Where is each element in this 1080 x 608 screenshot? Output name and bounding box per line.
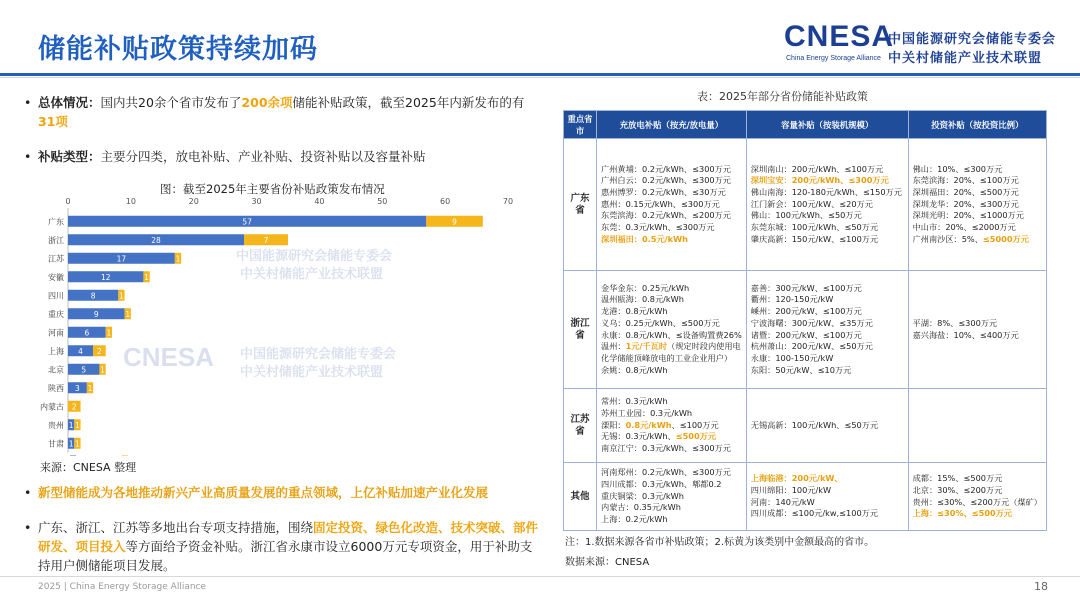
legend-swatch [122, 456, 128, 457]
logo-wordmark: CNESA [784, 20, 895, 53]
bar-value-label: 1 [119, 291, 124, 301]
bar-value-label: 2 [97, 346, 102, 356]
page-number: 18 [1034, 580, 1048, 593]
charge-cell [597, 389, 747, 463]
bar-value-label: 1 [144, 272, 149, 282]
regional-text-2: 等方面给予资金补贴。浙江省永康市设立6000万元专项资金，用于补助支持用户侧储能项目发展。 [38, 539, 533, 573]
logo-subtitle: China Energy Storage Alliance [786, 55, 881, 62]
bar-value-label: 1 [175, 254, 181, 264]
bar-value-label: 1 [75, 439, 80, 449]
x-tick-label: 30 [251, 197, 262, 206]
table-source: 数据来源：CNESA [565, 557, 650, 568]
chart-source: 来源：CNESA 整理 [40, 461, 137, 474]
bar-value-label: 1 [75, 420, 80, 430]
province-cell: 浙江省 [564, 271, 597, 389]
subsidy-types-text: 主要分四类，放电补贴、产业补贴、投资补贴以及容量补贴 [100, 149, 426, 164]
policy-line: 常州：0.3元/kWh [601, 396, 668, 407]
category-label: 重庆 [48, 309, 64, 319]
subsidy-policy-table [563, 110, 1047, 531]
header-province: 重点省市 [564, 111, 597, 139]
bar-value-label: 28 [151, 235, 161, 245]
policy-line: 中山市：20%、≤2000万元 [912, 222, 1016, 233]
policy-text: 广州南沙区：5%、 [912, 233, 983, 244]
bar-value-label: 5 [81, 365, 87, 375]
policy-line: 佛山：100元/kWh、≤50万元 [750, 210, 862, 221]
regional-highlight: 固定投资、绿色化改造、技术突破、部件研发、项目投入 [38, 520, 539, 554]
bar-value-label: 12 [100, 272, 111, 282]
bullet-overview [24, 93, 538, 131]
policy-line [601, 431, 742, 443]
bar-value-label: 57 [242, 217, 252, 227]
category-label: 浙江 [48, 235, 64, 245]
bar-value-label: 1 [106, 328, 112, 338]
bar-value-label: 1 [87, 383, 93, 393]
footer-divider [0, 576, 1080, 577]
regional-text: 广东、浙江、江苏等多地出台专项支持措施，围绕 [38, 520, 314, 535]
policy-line: 四川成都：0.3元/kWh、郫都0.2 [601, 478, 722, 489]
header-charge: 充放电补贴（按充/放电量） [597, 111, 747, 139]
policy-line: 惠州博罗：0.2元/kWh、≤30万元 [601, 186, 726, 197]
bullet-dot: • [24, 520, 32, 535]
policy-line: 平湖：8%、≤300万元 [912, 317, 998, 328]
x-tick-label: 0 [65, 197, 71, 206]
bar-value-label: 1 [68, 439, 74, 449]
policy-line: 河南：140元/kW [750, 496, 815, 507]
policy-line [913, 234, 1042, 246]
policy-line: 北京：30%、≤200万元 [912, 484, 1003, 495]
policy-line: 河南郑州：0.2元/kWh、≤300万元 [601, 467, 731, 478]
category-label: 河南 [48, 328, 64, 338]
bar-value-label: 3 [75, 383, 80, 393]
policy-line-highlight: 深圳宝安：200元/kWh、≤300万元 [750, 175, 889, 186]
bar-value-label: 9 [452, 217, 457, 227]
policy-line: 余姚：0.8元/kWh [601, 364, 668, 375]
policy-line: 东阳：50元/kW、≤10万元 [750, 364, 852, 375]
bullet-dot: • [24, 485, 32, 500]
category-label: 陕西 [48, 383, 64, 393]
policy-line-highlight: 上海临港：200元/kW、 [750, 473, 843, 484]
policy-line: 义乌：0.25元/kWh、≤500万元 [601, 317, 720, 328]
bar-value-label: 1 [125, 309, 131, 319]
x-tick-label: 60 [440, 197, 451, 206]
bullet-dot: • [24, 95, 32, 110]
bar-value-label: 2 [71, 402, 77, 412]
policy-text: 无锡：0.3元/kWh、 [601, 431, 676, 442]
policy-line: 广州白云：0.2元/kWh、≤300万元 [601, 175, 731, 186]
investment-cell [908, 389, 1046, 463]
policy-line: 佛山南海：120-180元/kWh、≤150万元 [750, 186, 902, 197]
policy-line: 诸暨：200元/kW、≤100万元 [750, 329, 862, 340]
province-cell: 广东省 [564, 139, 597, 271]
policy-line: 江门新会：100元/kW、≤20万元 [750, 198, 873, 209]
table-row-zhejiang [564, 271, 1047, 389]
bullet-regional-measures [24, 518, 543, 575]
bar-value-label: 1 [68, 420, 74, 430]
bar-value-label: 9 [93, 309, 99, 319]
policy-line: 深圳光明：20%、≤1000万元 [912, 210, 1024, 221]
overview-text-2: 储能补贴政策，截至2025年内新发布的有 [292, 95, 525, 110]
policy-line: 深圳福田：20%、≤500万元 [912, 186, 1019, 197]
policy-text: 溧阳： [601, 419, 626, 430]
policy-highlight: 1元/千瓦时 [625, 341, 668, 352]
watermark-cn2: 中关村储能产业技术联盟 [240, 365, 384, 380]
policy-highlight: ≤5000万元 [982, 233, 1029, 244]
policy-line: 内蒙古：0.35元/kWh [601, 502, 681, 513]
category-label: 安徽 [48, 272, 64, 282]
policy-line [601, 341, 742, 364]
policy-line: 佛山：10%、≤300万元 [912, 163, 1003, 174]
x-tick-label: 50 [377, 197, 388, 206]
bar-value-label: 7 [263, 235, 269, 245]
watermark-cn2-b: 中关村储能产业技术联盟 [240, 267, 384, 282]
policy-line: 嵊州：200元/kW、≤100万元 [750, 306, 862, 317]
table-caption: 表：2025年部分省份储能补贴政策 [697, 90, 868, 103]
policy-text: 温州： [601, 341, 626, 352]
policy-line: 肇庆高新：150元/kW、≤100万元 [750, 233, 879, 244]
policy-line: 四川绵阳：100元/kW [750, 484, 832, 495]
policy-line: 金华金东：0.25元/kWh [601, 282, 690, 293]
policy-line: 东莞：0.3元/kWh、≤300万元 [601, 222, 715, 233]
policy-line: 温州瓯海：0.8元/kWh [601, 294, 684, 305]
x-tick-label: 70 [502, 197, 514, 206]
policy-line: 东莞东城：100元/kWh、≤50万元 [750, 222, 879, 233]
policy-line: 衢州：120-150元/kW [750, 294, 834, 305]
emerging-industry-text: 新型储能成为各地推动新兴产业高质量发展的重点领域，上亿补贴加速产业化发展 [38, 485, 489, 500]
watermark-cn1: 中国能源研究会储能专委会 [240, 347, 397, 362]
policy-line: 苏州工业园：0.3元/kWh [601, 407, 693, 418]
policy-line: 嘉善：300元/kW、≤100万元 [750, 282, 862, 293]
category-label: 四川 [48, 291, 64, 301]
investment-cell [908, 139, 1046, 271]
policy-line: 龙港：0.8元/kWh [601, 306, 668, 317]
footer-text: 2025 | China Energy Storage Alliance [38, 582, 207, 592]
overview-highlight-count: 200余项 [241, 95, 293, 110]
bar-value-label: 17 [116, 254, 127, 264]
bullet-dot: • [24, 149, 32, 164]
policy-line: 南京江宁：0.3元/kWh、≤300万元 [601, 443, 731, 454]
watermark-logo: CNESA [123, 342, 215, 372]
bar-value-label: 6 [84, 328, 90, 338]
table-row-jiangsu [564, 389, 1047, 463]
policy-line: 惠州：0.15元/kWh、≤300万元 [601, 198, 720, 209]
header-investment: 投资补贴（按投资比例） [908, 111, 1046, 139]
policy-line: 上海：0.2元/kWh [601, 514, 668, 525]
legend-label [131, 455, 174, 457]
investment-cell [908, 271, 1046, 389]
legend-swatch [70, 456, 76, 457]
policy-line: 宁波海曙：300元/kW、≤35万元 [750, 317, 873, 328]
charge-cell [597, 271, 747, 389]
x-tick-label: 40 [314, 197, 325, 206]
bullet-subsidy-types [24, 147, 538, 166]
capacity-cell [746, 463, 908, 531]
table-header-row [564, 111, 1047, 139]
legend-label [79, 455, 122, 457]
policy-line: 嘉兴海盐：10%、≤400万元 [912, 329, 1019, 340]
category-label: 贵州 [48, 420, 64, 430]
policy-line: 深圳龙华：20%、≤300万元 [912, 198, 1019, 209]
page-title: 储能补贴政策持续加码 [38, 34, 318, 65]
bar-value-label: 8 [90, 291, 96, 301]
header-divider [0, 73, 1080, 76]
policy-line: 永康：100-150元/kW [750, 352, 834, 363]
policy-line: 四川成都：≤100元/kw,≤100万元 [750, 508, 879, 519]
policy-line-highlight: 上海：≤30%、≤500万元 [912, 508, 1013, 519]
bullet-emerging-industry [24, 483, 538, 502]
policy-highlight: ≤500万元 [675, 431, 717, 442]
province-cell: 江苏省 [564, 389, 597, 463]
capacity-cell [746, 139, 908, 271]
logo-cn-line2: 中关村储能产业技术联盟 [888, 51, 1043, 66]
overview-highlight-new: 31项 [38, 114, 68, 129]
policy-highlight: 0.8元/kWh [625, 419, 672, 430]
cnesa-logo [784, 18, 1064, 68]
bar-value-label: 4 [78, 346, 83, 356]
table-row-guangdong [564, 139, 1047, 271]
category-label: 上海 [48, 346, 64, 356]
policy-text: 、≤100万元 [671, 419, 719, 430]
policy-line: 贵州：≤30%、≤200万元（煤矿） [912, 496, 1042, 507]
category-label: 江苏 [48, 254, 64, 264]
logo-cn-line1: 中国能源研究会储能专委会 [888, 32, 1057, 47]
policy-line: 无锡高新：100元/kWh、≤50万元 [750, 419, 879, 430]
header-capacity: 容量补贴（按装机规模） [746, 111, 908, 139]
policy-line: 东莞滨海：20%、≤100万元 [912, 175, 1019, 186]
x-tick-label: 20 [188, 197, 199, 206]
policy-line: 永康：0.8元/kWh、≤设备购置费26% [601, 329, 742, 340]
overview-text: 国内共20余个省市发布了 [100, 95, 242, 110]
policy-line [601, 420, 742, 432]
table-row-others [564, 463, 1047, 531]
header-divider-thin [0, 77, 1080, 78]
category-label: 广东 [48, 217, 64, 227]
policy-text: （规定时段内使用电化学储能顶峰放电的工业企业用户） [601, 341, 741, 363]
policy-line: 东莞滨海：0.2元/kWh、≤200万元 [601, 210, 731, 221]
capacity-cell [746, 389, 908, 463]
policy-line: 成都：15%、≤500万元 [912, 473, 1003, 484]
policy-line: 深圳南山：200元/kWh、≤100万元 [750, 163, 884, 174]
charge-cell [597, 463, 747, 531]
policy-line: 重庆铜梁：0.3元/kWh [601, 490, 684, 501]
category-label: 北京 [48, 365, 64, 375]
policy-line: 杭州萧山：200元/kW、≤50万元 [750, 341, 873, 352]
charge-cell [597, 139, 747, 271]
investment-cell [908, 463, 1046, 531]
policy-count-chart [34, 194, 534, 456]
x-tick-label: 10 [125, 197, 136, 206]
bar-value-label: 1 [100, 365, 105, 375]
watermark-cn1-b: 中国能源研究会储能专委会 [236, 249, 393, 264]
table-note: 注：1.数据来源各省市补贴政策；2.标黄为该类别中金额最高的省市。 [565, 537, 875, 548]
policy-line: 广州黄埔：0.2元/kWh、≤300万元 [601, 163, 731, 174]
overview-label: 总体情况： [38, 95, 101, 110]
category-label: 甘肃 [48, 439, 64, 449]
subsidy-types-label: 补贴类型： [38, 149, 101, 164]
policy-line-highlight: 深圳福田：0.5元/kWh [601, 233, 688, 244]
province-cell: 其他 [564, 463, 597, 531]
capacity-cell [746, 271, 908, 389]
chart-title: 图：截至2025年主要省份补贴政策发布情况 [160, 182, 385, 196]
category-label: 内蒙古 [40, 402, 64, 412]
